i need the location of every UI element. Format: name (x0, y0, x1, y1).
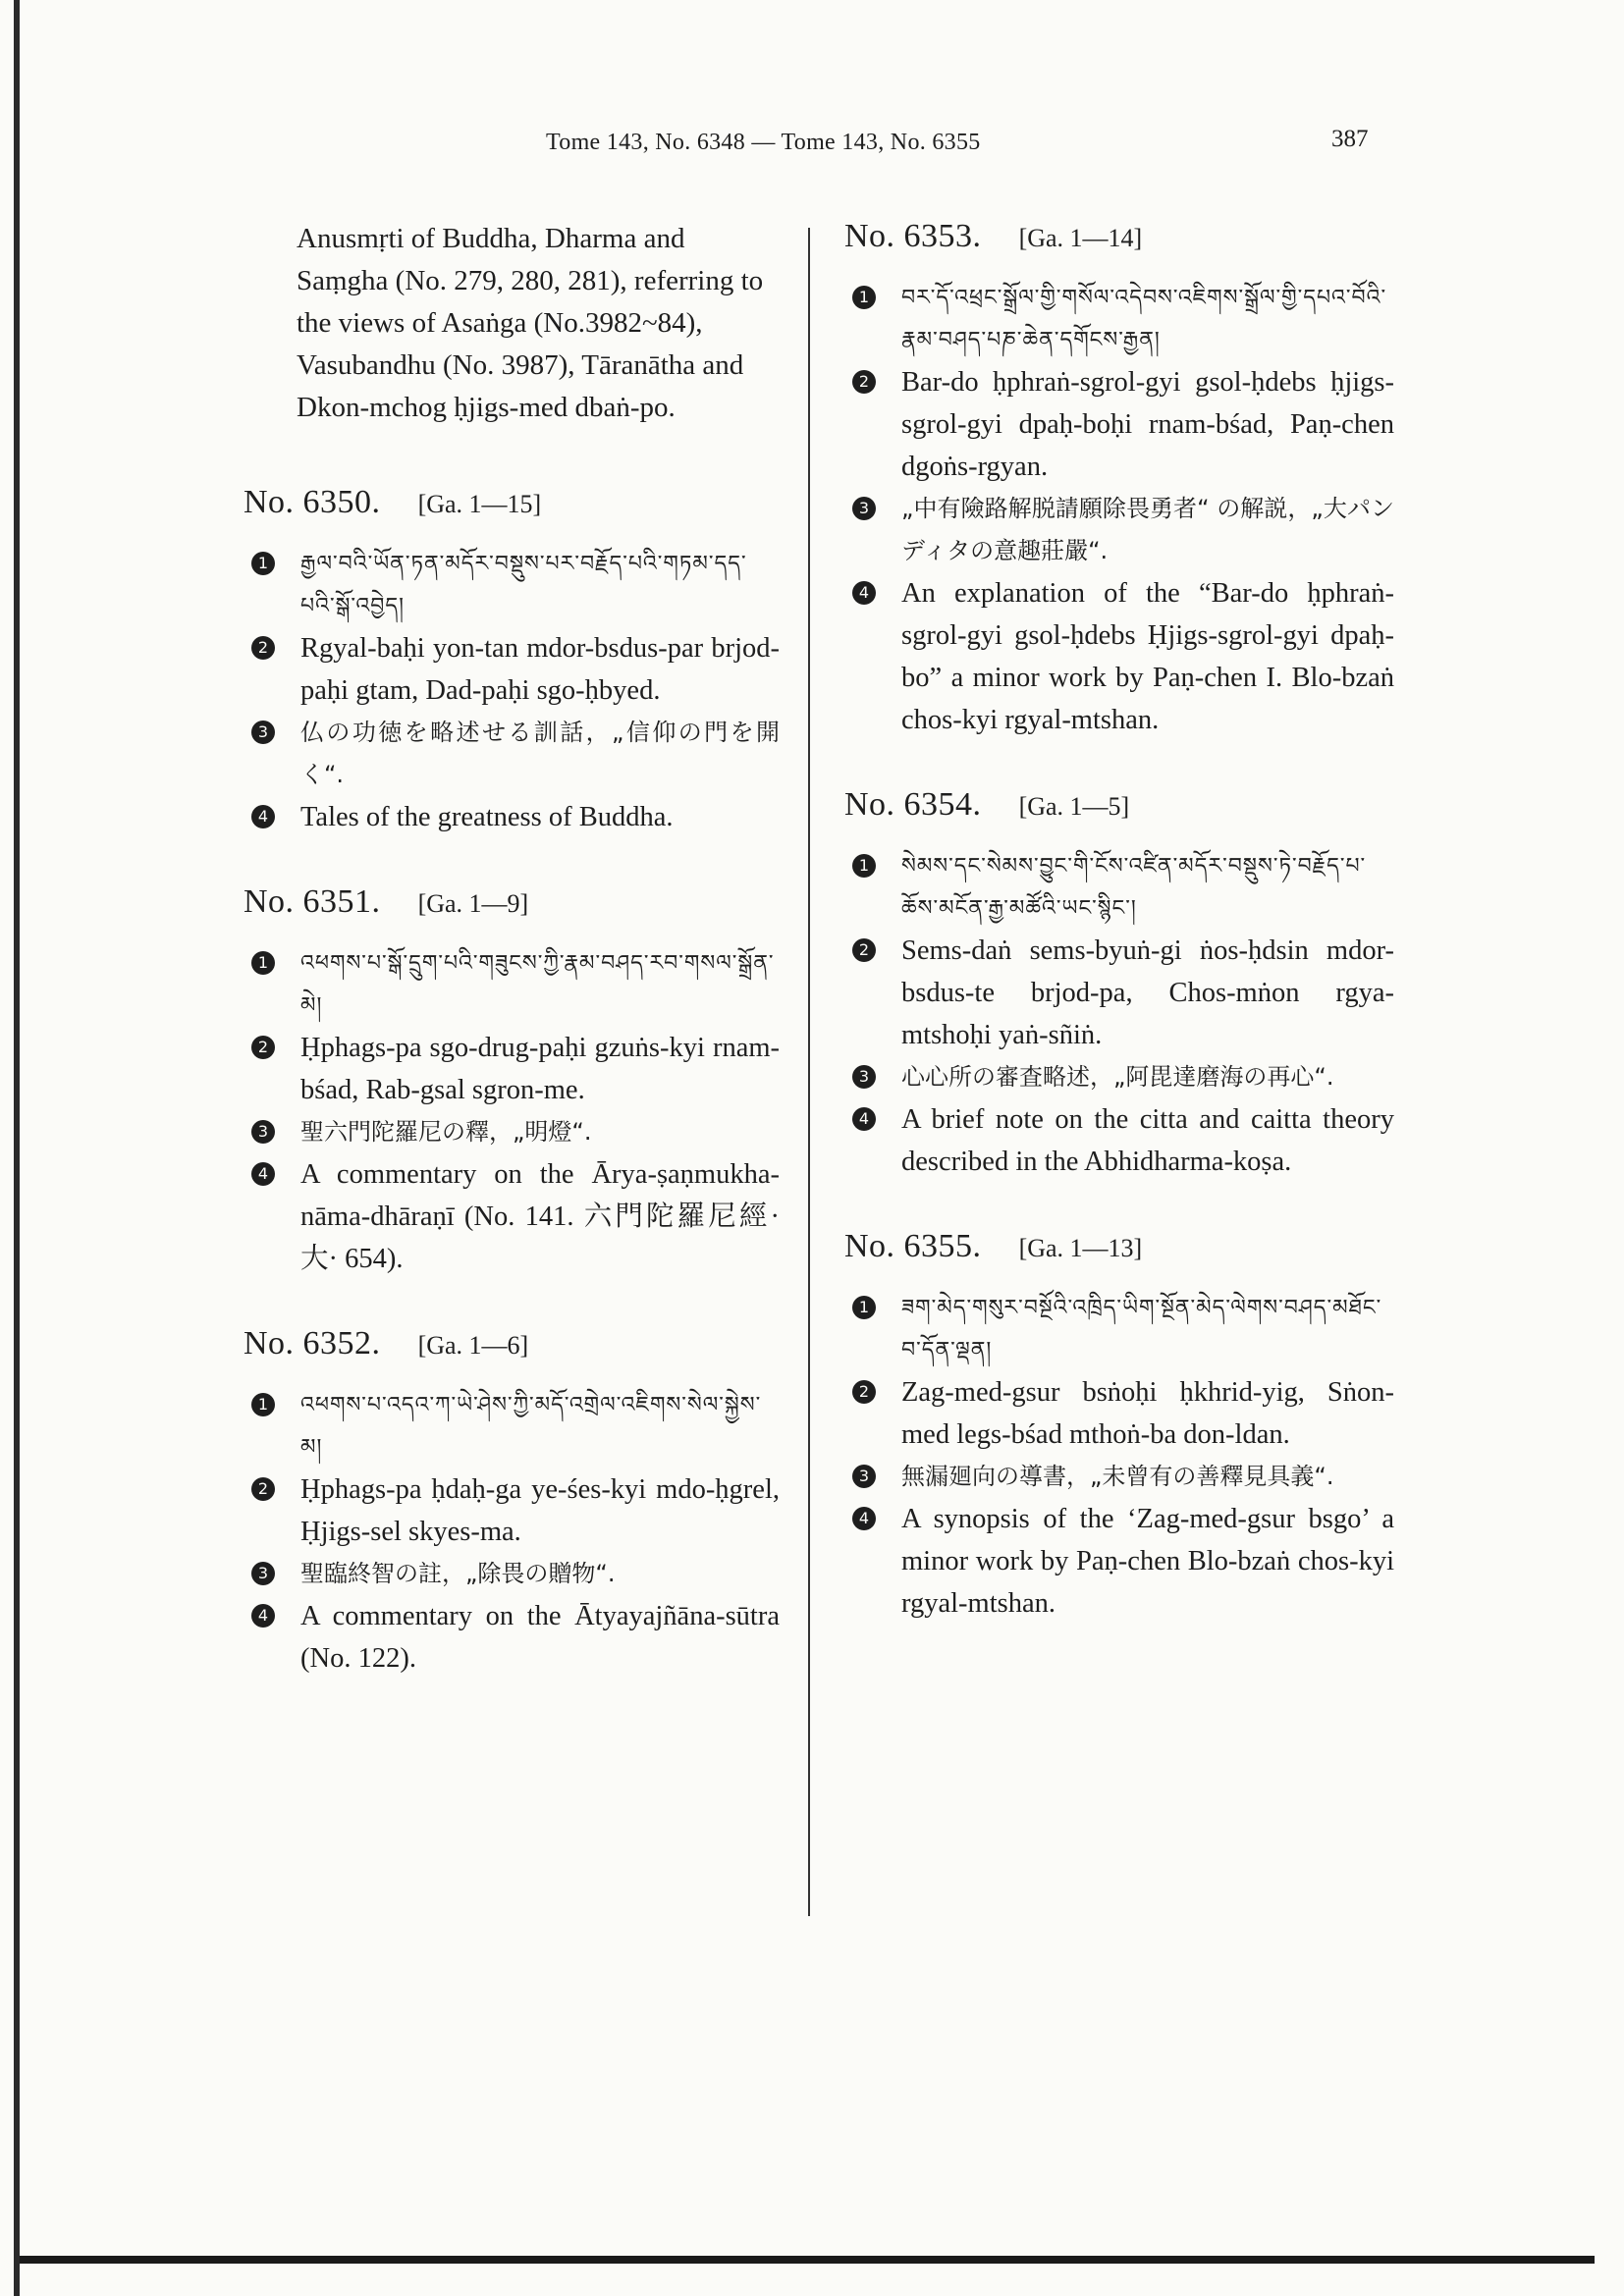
japanese-title: 3 聖六門陀羅尼の釋，„明燈“. (244, 1111, 780, 1153)
marker-2-icon: 2 (251, 1036, 275, 1059)
marker-3-icon: 3 (852, 1465, 876, 1488)
bottom-rule (20, 2256, 1595, 2264)
entry-6355 (844, 1228, 1394, 1625)
marker-2-icon: 2 (251, 636, 275, 660)
entry-reference: [Ga. 1—14] (1018, 224, 1143, 252)
marker-4-icon: 4 (251, 1604, 275, 1628)
page-number: 387 (1331, 126, 1369, 152)
entry-number: No. 6353. (844, 218, 982, 254)
marker-1-icon: 1 (251, 951, 275, 975)
entry-6353 (844, 218, 1394, 741)
romanized-title: 2 Rgyal-baḥi yon-tan mdor-bsdus-par brjod-paḥi gtam, Dad-paḥi sgo-ḥbyed. (244, 627, 780, 712)
romanized-title: 2 Ḥphags-pa ḥdaḥ-ga ye-śes-kyi mdo-ḥgrel, Ḥjigs-sel skyes-ma. (244, 1468, 780, 1553)
marker-2-icon: 2 (251, 1477, 275, 1501)
tibetan-title: 1 འཕགས་པ་འདའ་ཀ་ཡེ་ཤེས་ཀྱི་མདོ་འགྲེལ་འཇིགས་སེལ་སྐྱེས་མ། (244, 1384, 780, 1468)
english-description: 4 Tales of the greatness of Buddha. (244, 796, 780, 838)
marker-1-icon: 1 (852, 854, 876, 878)
entry-reference: [Ga. 1—6] (417, 1331, 529, 1360)
entry-6352 (244, 1325, 780, 1680)
romanized-title: 2 Sems-daṅ sems-byuṅ-gi ṅos-ḥdsin mdor-bsdus-te brjod-pa, Chos-mṅon rgya-mtshoḥi yaṅ-sñiṅ. (844, 930, 1394, 1056)
marker-3-icon: 3 (251, 721, 275, 744)
marker-4-icon: 4 (251, 1162, 275, 1186)
marker-1-icon: 1 (251, 552, 275, 575)
left-column (244, 218, 780, 1725)
marker-2-icon: 2 (852, 370, 876, 394)
marker-2-icon: 2 (852, 938, 876, 962)
english-description: 4 A commentary on the Ātyayajñāna-sūtra (No. 122). (244, 1595, 780, 1680)
tibetan-title: 1 བར་དོ་འཕྲང་སྒྲོལ་གྱི་གསོལ་འདེབས་འཇིགས་སྒྲོལ་གྱི་དཔའ་བོའི་རྣམ་བཤད་པཎ་ཆེན་དགོངས་རྒྱན། (844, 277, 1394, 361)
tibetan-title: 1 འཕགས་པ་སྒོ་དྲུག་པའི་གཟུངས་ཀྱི་རྣམ་བཤད་རབ་གསལ་སྒྲོན་མེ། (244, 942, 780, 1027)
tibetan-title: 1 རྒྱལ་བའི་ཡོན་ཏན་མདོར་བསྡུས་པར་བརྗོད་པའི་གཏམ་དད་པའི་སྒོ་འབྱེད། (244, 543, 780, 627)
book-spine (14, 0, 20, 2296)
tibetan-title: 1 ཟག་མེད་གསུར་བསྔོའི་འཁྲིད་ཡིག་སྔོན་མེད་ལེགས་བཤད་མཐོང་བ་དོན་ལྡན། (844, 1287, 1394, 1371)
marker-3-icon: 3 (852, 497, 876, 520)
marker-4-icon: 4 (251, 805, 275, 828)
column-divider (808, 228, 810, 1916)
japanese-title: 3 „中有險路解脱請願除畏勇者“ の解説，„大パンディタの意趣莊嚴“. (844, 488, 1394, 572)
english-description: 4 A commentary on the Ārya-ṣaṇmukha-nāma-dhāraṇī (No. 141. 六門陀羅尼經· 大· 654). (244, 1153, 780, 1280)
entry-reference: [Ga. 1—5] (1018, 792, 1130, 821)
entry-number: No. 6355. (844, 1228, 982, 1264)
romanized-title: 2 Zag-med-gsur bsṅoḥi ḥkhrid-yig, Sṅon-med legs-bśad mthoṅ-ba don-ldan. (844, 1371, 1394, 1456)
marker-3-icon: 3 (251, 1120, 275, 1144)
entry-number: No. 6351. (244, 883, 381, 920)
romanized-title: 2 Ḥphags-pa sgo-drug-paḥi gzuṅs-kyi rnam-bśad, Rab-gsal sgron-me. (244, 1027, 780, 1111)
tibetan-title: 1 སེམས་དང་སེམས་བྱུང་གི་ངོས་འཛིན་མདོར་བསྡུས་ཏེ་བརྗོད་པ་ཆོས་མངོན་རྒྱ་མཚོའི་ཡང་སྙིང་། (844, 845, 1394, 930)
entry-6351 (244, 883, 780, 1280)
entry-number: No. 6354. (844, 786, 982, 823)
entry-number: No. 6350. (244, 484, 381, 520)
entry-heading (244, 883, 780, 921)
japanese-title: 3 無漏廻向の導書，„未曾有の善釋見具義“. (844, 1456, 1394, 1498)
marker-1-icon: 1 (852, 1296, 876, 1319)
marker-2-icon: 2 (852, 1380, 876, 1404)
marker-3-icon: 3 (251, 1562, 275, 1585)
japanese-title: 3 仏の功徳を略述せる訓話，„信仰の門を開く“. (244, 712, 780, 796)
marker-3-icon: 3 (852, 1065, 876, 1089)
continuation-text: Anusmṛti of Buddha, Dharma and Saṃgha (No. 279, 280, 281), referring to the views of Asaṅga (No.3982~84), Vasubandhu (No. 3987), Tāranātha and Dkon-mchog ḥjigs-med dbaṅ-po. (297, 223, 764, 423)
marker-4-icon: 4 (852, 581, 876, 605)
marker-1-icon: 1 (251, 1393, 275, 1416)
japanese-title: 3 聖臨終智の註，„除畏の贈物“. (244, 1553, 780, 1595)
english-description: 4 A brief note on the citta and caitta theory described in the Abhidharma-koṣa. (844, 1098, 1394, 1183)
japanese-title: 3 心心所の審査略述，„阿毘達磨海の再心“. (844, 1056, 1394, 1098)
entry-heading (844, 218, 1394, 255)
entry-6354 (844, 786, 1394, 1183)
english-description: 4 A synopsis of the ‘Zag-med-gsur bsgo’ a minor work by Paṇ-chen Blo-bzaṅ chos-kyi rgyal-mtshan. (844, 1498, 1394, 1625)
marker-4-icon: 4 (852, 1107, 876, 1131)
entry-heading (244, 484, 780, 521)
entry-reference: [Ga. 1—15] (417, 490, 542, 518)
right-column (844, 218, 1394, 1670)
entry-reference: [Ga. 1—13] (1018, 1234, 1143, 1262)
entry-heading (844, 786, 1394, 824)
entry-heading (244, 1325, 780, 1362)
romanized-title: 2 Bar-do ḥphraṅ-sgrol-gyi gsol-ḥdebs ḥjigs-sgrol-gyi dpaḥ-boḥi rnam-bśad, Paṇ-chen dgoṅs-rgyan. (844, 361, 1394, 488)
marker-1-icon: 1 (852, 286, 876, 309)
entry-number: No. 6352. (244, 1325, 381, 1362)
entry-heading (844, 1228, 1394, 1265)
entry-reference: [Ga. 1—9] (417, 889, 529, 918)
entry-6350 (244, 484, 780, 838)
running-title: Tome 143, No. 6348 — Tome 143, No. 6355 (546, 130, 981, 155)
english-description: 4 An explanation of the “Bar-do ḥphraṅ-sgrol-gyi gsol-ḥdebs Ḥjigs-sgrol-gyi dpaḥ-bo” a minor work by Paṇ-chen I. Blo-bzaṅ chos-kyi rgyal-mtshan. (844, 572, 1394, 741)
marker-4-icon: 4 (852, 1507, 876, 1530)
